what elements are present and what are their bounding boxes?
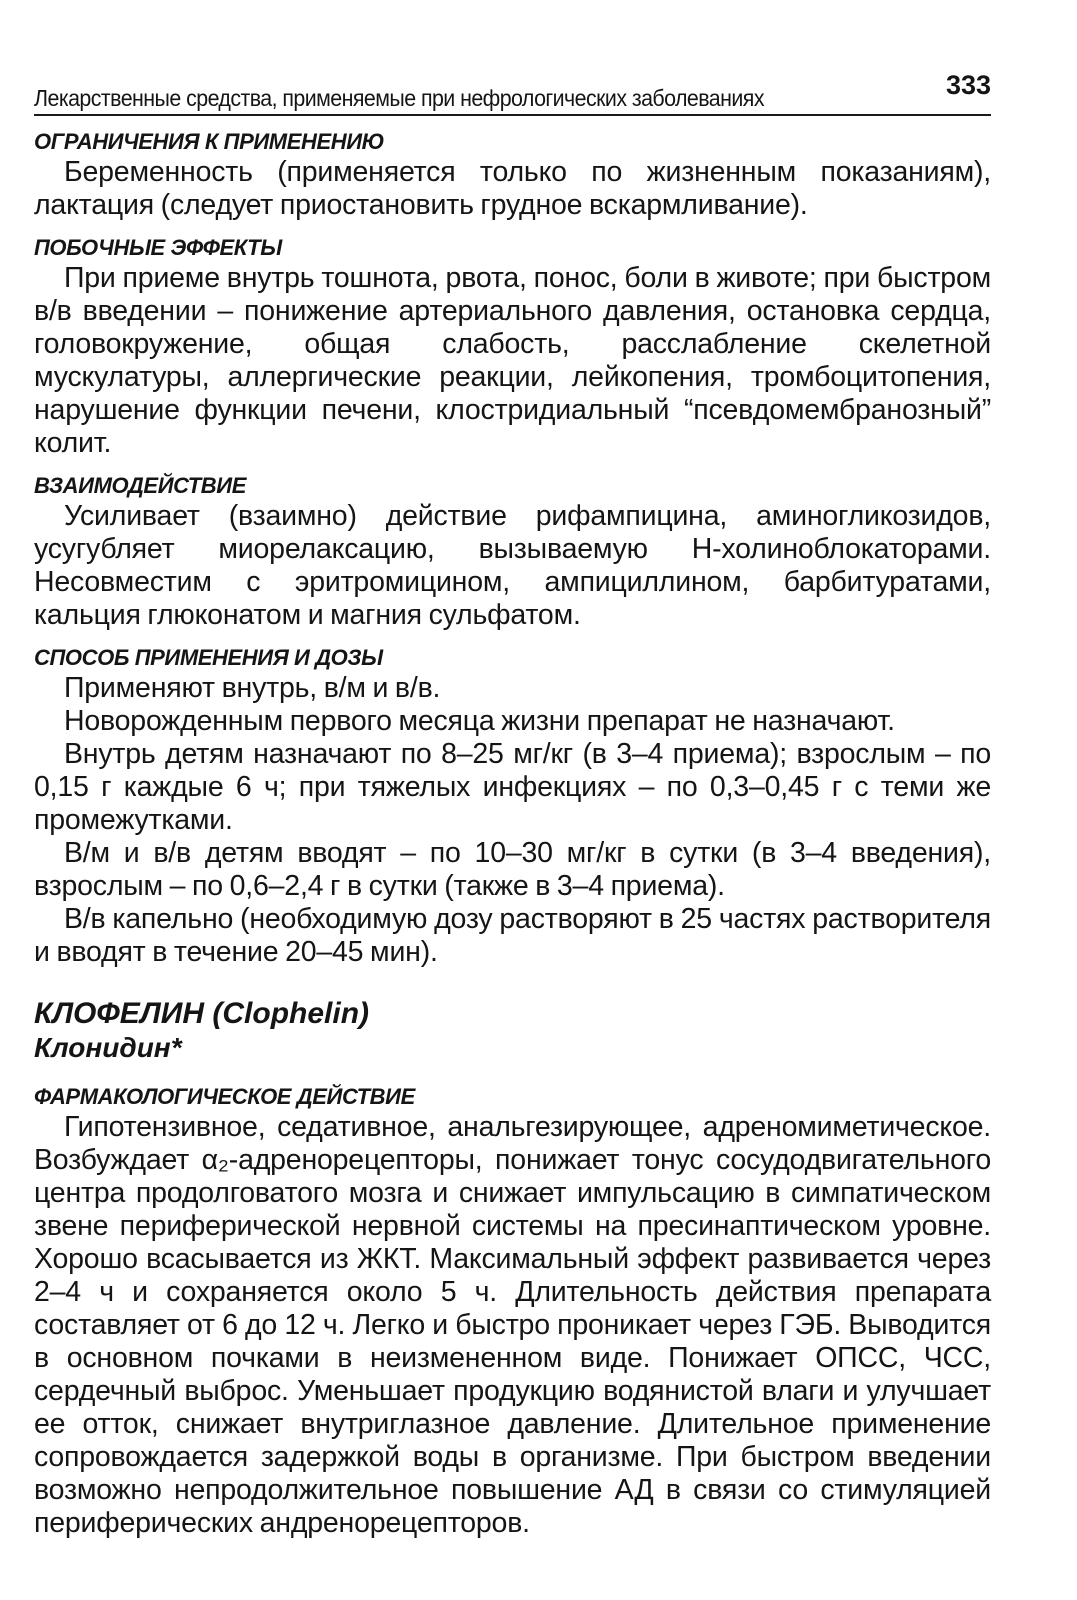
section-interactions (34, 472, 991, 632)
running-title: Лекарственные средства, применяемые при нефрологических заболеваниях (34, 85, 764, 111)
section-heading: ФАРМАКОЛОГИЧЕСКОЕ ДЕЙСТВИЕ (34, 1084, 415, 1109)
paragraph: Применяют внутрь, в/м и в/в. (64, 672, 441, 704)
section-heading: ОГРАНИЧЕНИЯ К ПРИМЕНЕНИЮ (34, 129, 385, 154)
drug-name: КЛОФЕЛИН (Clophelin) (34, 997, 370, 1030)
section-heading: ВЗАИМОДЕЙСТВИЕ (34, 473, 246, 498)
drug-entry-clophelin (34, 997, 991, 1540)
paragraph: Гипотензивное, седативное, анальгезирующее, адреномиметическое. Возбуждает α₂-адренорецепторы, понижает тонус сосудодвигательного центра продолговатого мозга и снижает импульсацию в симпатическом звене периферической нервной системы на пресинаптическом уровне. Хорошо всасывается из ЖКТ. Максимальный эффект развивается через 2–4 ч и сохраняется около 5 ч. Длительность действия препарата составляет от 6 до 12 ч. Легко и быстро проникает через ГЭБ. Выводится в основном почками в неизмененном виде. Понижает ОПСС, ЧСС, сердечный выброс. Уменьшает продукцию водянистой влаги и улучшает ее отток, снижает внутриглазное давление. Длительное применение сопровождается задержкой воды в организме. При быстром введении возможно непродолжительное повышение АД в связи со стимуляцией периферических андренорецепторов. (34, 1111, 991, 1539)
paragraph: Новорожденным первого месяца жизни препарат не назначают. (64, 705, 895, 737)
paragraph: Внутрь детям назначают по 8–25 мг/кг (в 3–4 приема); взрослым – по 0,15 г каждые 6 ч; при тяжелых инфекциях – по 0,3–0,45 г с теми же промежутками. (34, 738, 991, 836)
paragraph: В/в капельно (необходимую дозу растворяют в 25 частях растворителя и вводят в течение 20–45 мин). (34, 903, 991, 968)
paragraph: Беременность (применяется только по жизненным показаниям), лактация (следует приостановить грудное вскармливание). (34, 156, 991, 221)
section-heading: ПОБОЧНЫЕ ЭФФЕКТЫ (34, 235, 282, 260)
section-side-effects (34, 234, 991, 460)
section-heading: СПОСОБ ПРИМЕНЕНИЯ И ДОЗЫ (34, 645, 383, 670)
paragraph: При приеме внутрь тошнота, рвота, понос, боли в животе; при быстром в/в введении – понижение артериального давления, остановка сердца, головокружение, общая слабость, расслабление скелетной мускулатуры, аллергические реакции, лейкопения, тромбоцитопения, нарушение функции печени, клостридиальный “псевдомембранозный” колит. (34, 262, 991, 459)
section-dosage (34, 644, 991, 969)
section-pharmacological-action (34, 1083, 991, 1540)
drug-synonym: Клонидин* (34, 1032, 182, 1063)
running-header (34, 70, 991, 116)
section-contraindications (34, 128, 991, 222)
page-number: 333 (945, 70, 991, 100)
paragraph: В/м и в/в детям вводят – по 10–30 мг/кг в сутки (в 3–4 введения), взрослым – по 0,6–2,4 г в сутки (также в 3–4 приема). (34, 837, 991, 902)
paragraph: Усиливает (взаимно) действие рифампицина, аминогликозидов, усугубляет миорелаксацию, вызываемую Н-холиноблокаторами. Несовместим с эритромицином, ампициллином, барбитуратами, кальция глюконатом и магния сульфатом. (34, 500, 991, 631)
